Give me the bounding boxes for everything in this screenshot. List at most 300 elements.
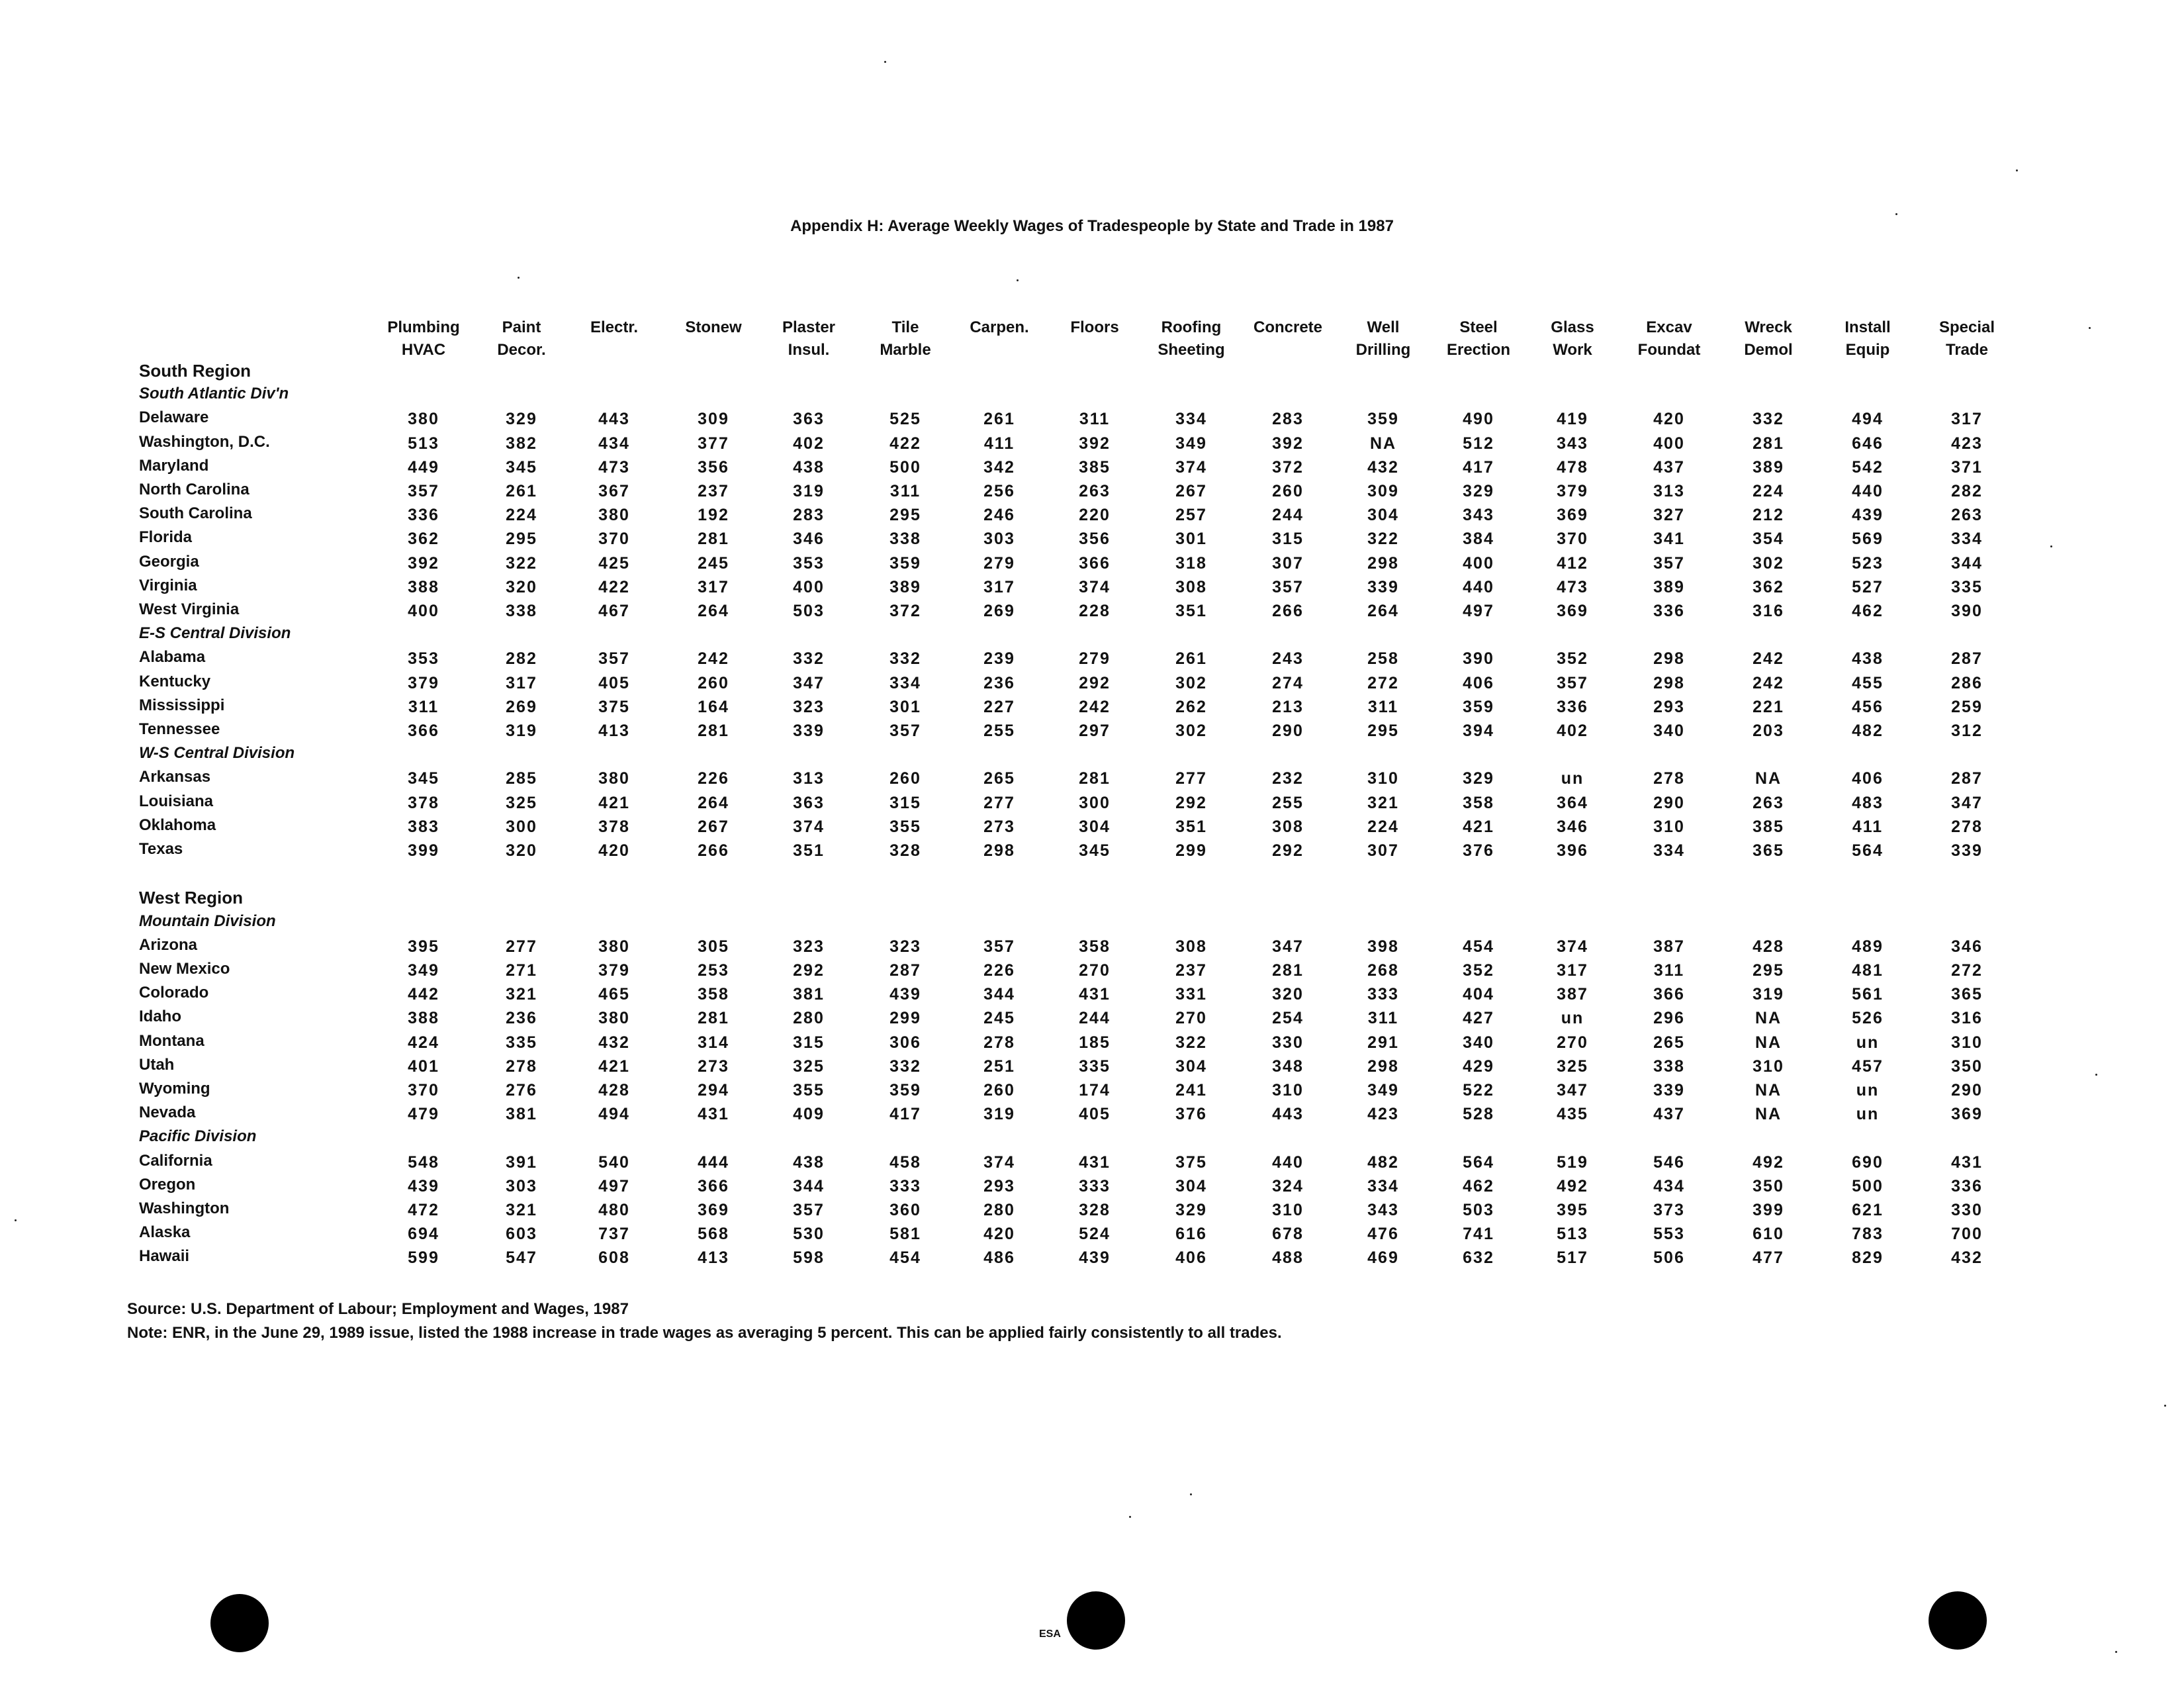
table-cell: 347 (793, 674, 825, 692)
table-cell: 402 (793, 434, 825, 453)
table-cell: un (1561, 1009, 1584, 1027)
table-cell: 304 (1175, 1057, 1207, 1076)
table-cell: 304 (1175, 1177, 1207, 1196)
table-cell: 367 (598, 482, 630, 500)
table-cell: 281 (698, 1009, 729, 1027)
table-cell: 513 (1557, 1225, 1588, 1243)
division-heading (0, 744, 2184, 768)
table-cell: 332 (889, 1057, 921, 1076)
table-cell: 242 (1752, 649, 1784, 668)
table-cell: 315 (793, 1033, 825, 1052)
scan-speck (518, 277, 520, 279)
table-cell: 298 (1653, 674, 1685, 692)
table-row (0, 1056, 2184, 1080)
table-cell: 422 (889, 434, 921, 453)
table-row (0, 481, 2184, 504)
table-cell: 283 (793, 506, 825, 524)
table-cell: 522 (1463, 1081, 1494, 1100)
table-cell: 296 (1653, 1009, 1685, 1027)
table-cell: 442 (408, 985, 439, 1004)
table-cell: 530 (793, 1225, 825, 1243)
table-cell: 406 (1175, 1248, 1207, 1267)
table-cell: 423 (1951, 434, 1983, 453)
table-cell: 246 (983, 506, 1015, 524)
table-cell: 372 (1272, 458, 1304, 477)
table-row (0, 577, 2184, 600)
table-cell: 299 (889, 1009, 921, 1027)
table-cell: 242 (1079, 698, 1111, 716)
table-cell: 285 (506, 769, 537, 788)
table-cell: 371 (1951, 458, 1983, 477)
column-header: Concrete (1253, 318, 1323, 336)
table-cell: 304 (1079, 818, 1111, 836)
table-cell: 400 (1463, 554, 1494, 573)
table-cell: un (1856, 1033, 1880, 1052)
table-cell: 287 (1951, 649, 1983, 668)
table-cell: 316 (1951, 1009, 1983, 1027)
table-cell: 829 (1852, 1248, 1884, 1267)
table-cell: 409 (793, 1105, 825, 1123)
table-cell: 220 (1079, 506, 1111, 524)
table-cell: 400 (1653, 434, 1685, 453)
table-cell: 325 (1557, 1057, 1588, 1076)
table-cell: 339 (1951, 841, 1983, 860)
table-cell: 301 (889, 698, 921, 716)
table-cell: NA (1754, 1081, 1782, 1100)
table-cell: 370 (598, 530, 630, 548)
table-cell: 312 (1951, 722, 1983, 740)
column-header: Tile Marble (880, 318, 931, 359)
table-cell: 332 (793, 649, 825, 668)
table-cell: 506 (1653, 1248, 1685, 1267)
table-cell: 357 (1272, 578, 1304, 596)
table-cell: 265 (983, 769, 1015, 788)
column-header: Glass Work (1551, 318, 1594, 359)
table-cell: 261 (1175, 649, 1207, 668)
table-cell: 477 (1752, 1248, 1784, 1267)
table-row (0, 648, 2184, 672)
row-label: Nevada (139, 1103, 196, 1121)
table-cell: 358 (1463, 794, 1494, 812)
table-cell: 392 (408, 554, 439, 573)
table-cell: 327 (1653, 506, 1685, 524)
table-cell: 339 (793, 722, 825, 740)
table-cell: 287 (1951, 769, 1983, 788)
table-cell: 277 (1175, 769, 1207, 788)
stamp-mark: ESA (1039, 1628, 1061, 1640)
table-cell: 420 (598, 841, 630, 860)
row-label: Kentucky (139, 673, 211, 690)
table-cell: 405 (598, 674, 630, 692)
table-cell: NA (1369, 434, 1397, 453)
table-cell: 341 (1653, 530, 1685, 548)
table-cell: 262 (1175, 698, 1207, 716)
table-row (0, 433, 2184, 457)
table-cell: 432 (1367, 458, 1399, 477)
table-cell: 610 (1752, 1225, 1784, 1243)
table-cell: 568 (698, 1225, 729, 1243)
table-cell: 185 (1079, 1033, 1111, 1052)
table-cell: 434 (1653, 1177, 1685, 1196)
table-cell: 224 (506, 506, 537, 524)
table-cell: 340 (1463, 1033, 1494, 1052)
table-cell: 427 (1463, 1009, 1494, 1027)
table-cell: 492 (1557, 1177, 1588, 1196)
table-cell: 308 (1272, 818, 1304, 836)
table-cell: 352 (1557, 649, 1588, 668)
table-cell: 599 (408, 1248, 439, 1267)
table-row (0, 936, 2184, 960)
table-cell: 310 (1752, 1057, 1784, 1076)
scan-speck (1190, 1493, 1192, 1495)
region-label: South Region (139, 361, 251, 381)
table-cell: 454 (889, 1248, 921, 1267)
table-cell: 431 (1079, 1153, 1111, 1172)
table-row (0, 840, 2184, 864)
table-cell: 270 (1557, 1033, 1588, 1052)
table-cell: 339 (1653, 1081, 1685, 1100)
table-cell: 519 (1557, 1153, 1588, 1172)
table-cell: 381 (793, 985, 825, 1004)
table-cell: 390 (1463, 649, 1494, 668)
table-cell: 349 (1175, 434, 1207, 453)
table-cell: 306 (889, 1033, 921, 1052)
row-label: Montana (139, 1032, 205, 1050)
scan-speck (2050, 545, 2052, 547)
table-cell: 357 (983, 937, 1015, 956)
column-header: Electr. (590, 318, 639, 336)
row-label: Georgia (139, 553, 199, 571)
table-cell: 503 (1463, 1201, 1494, 1219)
table-cell: 357 (889, 722, 921, 740)
table-cell: 254 (1272, 1009, 1304, 1027)
table-cell: 374 (1175, 458, 1207, 477)
table-cell: 355 (793, 1081, 825, 1100)
table-cell: 490 (1463, 410, 1494, 428)
table-cell: 365 (1951, 985, 1983, 1004)
table-cell: 351 (1175, 602, 1207, 620)
table-cell: 236 (506, 1009, 537, 1027)
table-cell: 311 (1653, 961, 1685, 980)
table-cell: 271 (506, 961, 537, 980)
row-label: California (139, 1152, 212, 1170)
table-cell: 385 (1752, 818, 1784, 836)
table-cell: 303 (983, 530, 1015, 548)
table-cell: 278 (1653, 769, 1685, 788)
table-cell: 259 (1951, 698, 1983, 716)
table-cell: 444 (698, 1153, 729, 1172)
table-cell: 384 (1463, 530, 1494, 548)
table-cell: 421 (598, 1057, 630, 1076)
table-cell: 292 (1079, 674, 1111, 692)
division-heading (0, 1127, 2184, 1151)
table-cell: 357 (793, 1201, 825, 1219)
table-cell: 260 (698, 674, 729, 692)
table-cell: 334 (1653, 841, 1685, 860)
row-label: Wyoming (139, 1080, 210, 1098)
table-cell: 317 (983, 578, 1015, 596)
table-cell: 226 (983, 961, 1015, 980)
column-header: Wreck Demol (1744, 318, 1793, 359)
table-cell: 394 (1463, 722, 1494, 740)
table-cell: 413 (698, 1248, 729, 1267)
table-cell: 315 (889, 794, 921, 812)
table-cell: 338 (1653, 1057, 1685, 1076)
table-cell: 344 (983, 985, 1015, 1004)
table-cell: 343 (1463, 506, 1494, 524)
table-cell: 632 (1463, 1248, 1494, 1267)
table-cell: 317 (1557, 961, 1588, 980)
table-cell: 261 (506, 482, 537, 500)
table-row (0, 1199, 2184, 1223)
table-cell: 357 (1557, 674, 1588, 692)
table-cell: 458 (889, 1153, 921, 1172)
table-cell: 281 (1079, 769, 1111, 788)
scan-speck (1017, 279, 1019, 281)
column-header: Install Equip (1844, 318, 1891, 359)
table-cell: 523 (1852, 554, 1884, 573)
table-cell: 277 (506, 937, 537, 956)
table-cell: 346 (1951, 937, 1983, 956)
table-cell: 362 (1752, 578, 1784, 596)
table-cell: 374 (1079, 578, 1111, 596)
table-cell: 236 (983, 674, 1015, 692)
table-cell: 321 (1367, 794, 1399, 812)
table-cell: 300 (1079, 794, 1111, 812)
table-cell: 347 (1557, 1081, 1588, 1100)
table-cell: 256 (983, 482, 1015, 500)
table-cell: 334 (889, 674, 921, 692)
table-cell: 281 (698, 530, 729, 548)
table-cell: 412 (1557, 554, 1588, 573)
table-cell: 279 (983, 554, 1015, 573)
table-cell: 428 (1752, 937, 1784, 956)
table-cell: 164 (698, 698, 729, 716)
table-row (0, 720, 2184, 744)
row-label: Tennessee (139, 720, 220, 738)
table-cell: 237 (1175, 961, 1207, 980)
table-row (0, 1008, 2184, 1031)
table-cell: 311 (889, 482, 921, 500)
table-cell: 272 (1367, 674, 1399, 692)
column-header: Excav Foundat (1637, 318, 1701, 359)
table-cell: 500 (889, 458, 921, 477)
row-label: North Carolina (139, 481, 250, 498)
table-cell: 270 (1175, 1009, 1207, 1027)
table-cell: 372 (889, 602, 921, 620)
table-cell: 375 (598, 698, 630, 716)
table-cell: 741 (1463, 1225, 1494, 1243)
table-cell: 300 (506, 818, 537, 836)
table-cell: 366 (408, 722, 439, 740)
table-cell: 336 (1653, 602, 1685, 620)
table-cell: 228 (1079, 602, 1111, 620)
table-cell: 390 (1951, 602, 1983, 620)
row-label: Virginia (139, 577, 197, 594)
table-cell: 581 (889, 1225, 921, 1243)
table-cell: 380 (598, 769, 630, 788)
table-cell: 439 (1079, 1248, 1111, 1267)
table-cell: 783 (1852, 1225, 1884, 1243)
table-cell: 329 (506, 410, 537, 428)
row-label: Texas (139, 840, 183, 858)
table-cell: 334 (1367, 1177, 1399, 1196)
table-cell: 242 (1752, 674, 1784, 692)
table-cell: 263 (1752, 794, 1784, 812)
source-note: Source: U.S. Department of Labour; Employment and Wages, 1987 (127, 1300, 629, 1318)
table-cell: 443 (1272, 1105, 1304, 1123)
table-cell: 359 (889, 1081, 921, 1100)
table-cell: 357 (1653, 554, 1685, 573)
column-header: Stonew (685, 318, 742, 336)
table-cell: 336 (1951, 1177, 1983, 1196)
table-cell: 411 (983, 434, 1015, 453)
table-cell: 232 (1272, 769, 1304, 788)
division-heading (0, 385, 2184, 408)
binder-hole-center (1067, 1591, 1125, 1650)
table-cell: 358 (1079, 937, 1111, 956)
table-cell: 425 (598, 554, 630, 573)
table-cell: 335 (506, 1033, 537, 1052)
table-cell: 400 (793, 578, 825, 596)
table-cell: 310 (1272, 1201, 1304, 1219)
table-cell: 174 (1079, 1081, 1111, 1100)
table-cell: 264 (698, 794, 729, 812)
table-cell: 540 (598, 1153, 630, 1172)
table-cell: 241 (1175, 1081, 1207, 1100)
division-heading (0, 912, 2184, 936)
column-header: Plumbing HVAC (387, 318, 460, 359)
table-cell: 377 (698, 434, 729, 453)
table-cell: 325 (793, 1057, 825, 1076)
table-cell: 345 (408, 769, 439, 788)
table-cell: 564 (1463, 1153, 1494, 1172)
table-row (0, 816, 2184, 840)
table-cell: 295 (1752, 961, 1784, 980)
table-cell: 344 (793, 1177, 825, 1196)
table-cell: 224 (1752, 482, 1784, 500)
table-cell: 420 (1653, 410, 1685, 428)
table-cell: 334 (1951, 530, 1983, 548)
table-cell: 359 (1367, 410, 1399, 428)
table-cell: 440 (1463, 578, 1494, 596)
table-cell: 392 (1079, 434, 1111, 453)
table-cell: 395 (408, 937, 439, 956)
table-cell: 302 (1175, 722, 1207, 740)
table-cell: 315 (1272, 530, 1304, 548)
table-cell: un (1856, 1081, 1880, 1100)
table-cell: 321 (506, 985, 537, 1004)
table-cell: 280 (983, 1201, 1015, 1219)
table-cell: 303 (506, 1177, 537, 1196)
table-cell: 488 (1272, 1248, 1304, 1267)
table-cell: 308 (1175, 937, 1207, 956)
table-cell: 547 (506, 1248, 537, 1267)
table-cell: 356 (1079, 530, 1111, 548)
table-cell: 437 (1653, 1105, 1685, 1123)
table-cell: 336 (408, 506, 439, 524)
table-cell: 603 (506, 1225, 537, 1243)
table-cell: 320 (506, 578, 537, 596)
region-heading (0, 888, 2184, 912)
table-cell: 298 (1653, 649, 1685, 668)
table-cell: 439 (1852, 506, 1884, 524)
table-cell: 473 (1557, 578, 1588, 596)
table-cell: un (1856, 1105, 1880, 1123)
table-cell: 380 (598, 937, 630, 956)
table-cell: 434 (598, 434, 630, 453)
table-cell: 353 (793, 554, 825, 573)
table-cell: 494 (1852, 410, 1884, 428)
table-cell: 462 (1463, 1177, 1494, 1196)
table-cell: 392 (1272, 434, 1304, 453)
table-cell: 255 (1272, 794, 1304, 812)
table-cell: 366 (1079, 554, 1111, 573)
table-cell: 317 (506, 674, 537, 692)
table-cell: 260 (983, 1081, 1015, 1100)
table-cell: 378 (408, 794, 439, 812)
table-cell: 273 (698, 1057, 729, 1076)
table-cell: 483 (1852, 794, 1884, 812)
table-cell: 360 (889, 1201, 921, 1219)
table-cell: 569 (1852, 530, 1884, 548)
division-label: Pacific Division (139, 1127, 257, 1145)
table-row (0, 457, 2184, 481)
table-cell: 432 (598, 1033, 630, 1052)
table-cell: 213 (1272, 698, 1304, 716)
table-cell: 527 (1852, 578, 1884, 596)
table-cell: 362 (408, 530, 439, 548)
table-row (0, 600, 2184, 624)
row-label: Washington, D.C. (139, 433, 270, 451)
table-cell: 440 (1272, 1153, 1304, 1172)
table-cell: 469 (1367, 1248, 1399, 1267)
table-cell: 282 (506, 649, 537, 668)
region-label: West Region (139, 888, 243, 908)
table-cell: 646 (1852, 434, 1884, 453)
table-cell: 251 (983, 1057, 1015, 1076)
table-cell: 323 (793, 698, 825, 716)
table-cell: 382 (506, 434, 537, 453)
table-cell: 431 (1079, 985, 1111, 1004)
table-cell: 694 (408, 1225, 439, 1243)
table-cell: 437 (1653, 458, 1685, 477)
table-cell: 457 (1852, 1057, 1884, 1076)
table-cell: 376 (1463, 841, 1494, 860)
table-row (0, 984, 2184, 1008)
table-cell: 280 (793, 1009, 825, 1027)
table-cell: 307 (1272, 554, 1304, 573)
table-cell: 438 (793, 1153, 825, 1172)
table-cell: 290 (1951, 1081, 1983, 1100)
table-cell: 313 (1653, 482, 1685, 500)
table-cell: 295 (1367, 722, 1399, 740)
table-cell: 319 (1752, 985, 1784, 1004)
row-label: Arkansas (139, 768, 211, 786)
table-cell: 278 (506, 1057, 537, 1076)
table-cell: 276 (506, 1081, 537, 1100)
table-cell: 328 (1079, 1201, 1111, 1219)
table-cell: 345 (1079, 841, 1111, 860)
table-cell: 329 (1175, 1201, 1207, 1219)
table-cell: 402 (1557, 722, 1588, 740)
table-row (0, 960, 2184, 984)
table-cell: 380 (408, 410, 439, 428)
table-cell: 350 (1752, 1177, 1784, 1196)
row-label: Hawaii (139, 1247, 190, 1265)
table-cell: 388 (408, 1009, 439, 1027)
table-cell: 281 (1752, 434, 1784, 453)
